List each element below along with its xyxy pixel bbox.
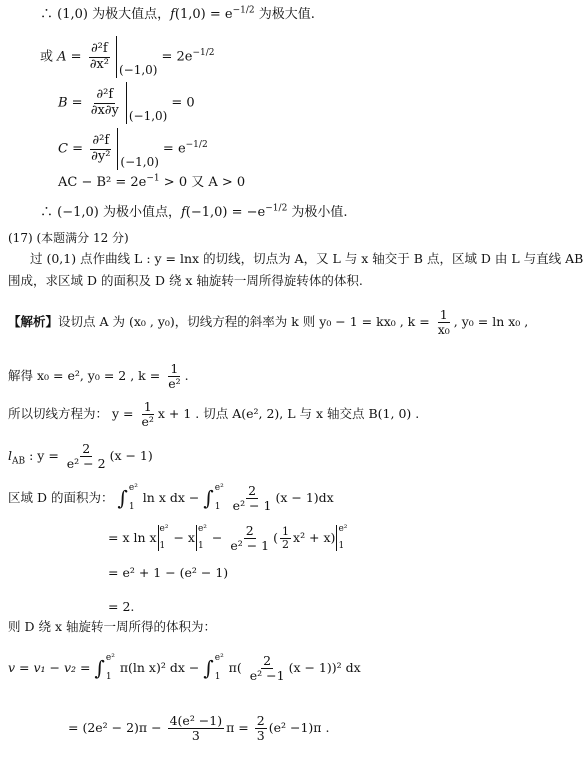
denominator: 2: [282, 537, 290, 551]
numerator: 2: [245, 523, 254, 538]
upper-bound: e²: [197, 524, 207, 535]
volume-line: [8, 654, 361, 683]
text: = 0: [171, 95, 195, 111]
lower-bound: 1: [214, 672, 221, 683]
fraction: [231, 484, 274, 513]
denominator: e² − 1: [232, 497, 272, 513]
text: (e² −1)π .: [268, 719, 330, 735]
line-1: [40, 5, 315, 23]
solution-line-3: [8, 400, 419, 429]
solution-tag: 【解析】: [8, 313, 59, 329]
lower-bound: 1: [105, 672, 112, 683]
lower-bound: 1: [128, 502, 135, 513]
text: (x − 1))² dx: [288, 659, 361, 675]
lower-bound: 1: [338, 541, 345, 552]
denominator: e² −1: [249, 667, 285, 683]
area-result: = 2.: [108, 599, 135, 614]
fraction: [89, 134, 112, 164]
solution-line-1: [8, 308, 528, 337]
text: : y =: [25, 447, 59, 463]
denominator: e² − 2: [66, 455, 106, 471]
text: ln x dx −: [138, 489, 204, 505]
text: x + 1 . 切点 A(e², 2), L 与 x 轴交点 B(1, 0) .: [157, 405, 420, 421]
fraction: [139, 400, 155, 429]
text: 设切点 A 为 (x₀ , y₀)，切线方程的斜率为 k 则 y₀ − 1 = kx₀ , k =: [58, 313, 430, 329]
text: = x ln x: [108, 529, 157, 545]
eval-bounds: [158, 525, 169, 551]
text: −: [207, 529, 227, 545]
eval-bar: [116, 36, 117, 78]
text: , y₀ = ln x₀ ,: [453, 313, 529, 329]
fraction: [168, 714, 225, 743]
text: v = v₁ − v₂ =: [8, 659, 91, 675]
text: − x: [169, 529, 195, 545]
text: π =: [226, 719, 249, 735]
text: AC − B² = 2e: [58, 175, 147, 190]
area-line: [8, 484, 334, 513]
text: f: [180, 205, 186, 220]
line-A: [40, 36, 215, 78]
subscript: AB: [12, 456, 26, 467]
exponent: −1/2: [232, 5, 255, 16]
text: C =: [58, 141, 83, 157]
eval-bounds: [336, 525, 347, 551]
text: (x − 1)dx: [275, 489, 334, 505]
problem-header: (17) (本题满分 12 分): [8, 231, 129, 245]
denominator: x₀: [437, 321, 450, 337]
line-5: [58, 173, 246, 191]
text: = e: [162, 141, 186, 157]
text: l: [8, 447, 12, 463]
text: (x − 1): [109, 447, 153, 463]
fraction: [89, 88, 121, 118]
numerator: 2: [263, 653, 272, 668]
text: 为极大值.: [254, 7, 315, 22]
fraction: [255, 714, 267, 743]
numerator: 1: [439, 307, 448, 322]
text: .: [184, 367, 189, 383]
line-6: [40, 203, 348, 221]
exponent: −1/2: [265, 203, 288, 214]
integral-bounds: [215, 484, 224, 512]
numerator: 1: [282, 524, 290, 538]
text: π(: [224, 659, 242, 675]
exponent: −1/2: [185, 140, 208, 151]
integral-sign: ∫: [203, 485, 214, 510]
solution-line-2: [8, 362, 189, 391]
integral-bounds: [129, 484, 138, 512]
upper-bound: e²: [338, 524, 348, 535]
fraction: [248, 654, 287, 683]
text: B =: [58, 95, 83, 111]
line-C: [58, 128, 208, 170]
text: (−1,0) = −e: [185, 205, 266, 220]
volume-result: [68, 714, 329, 743]
integral-sign: ∫: [94, 655, 105, 680]
exponent: −1: [146, 173, 160, 184]
numerator: 2: [248, 483, 257, 498]
fraction: [65, 442, 108, 471]
fraction: [166, 362, 182, 391]
text: π(ln x)² dx −: [115, 659, 204, 675]
numerator: 1: [143, 399, 152, 414]
text: 所以切线方程为： y =: [8, 405, 134, 421]
upper-bound: e²: [214, 483, 224, 494]
text: A =: [57, 49, 82, 65]
denominator: ∂x²: [89, 56, 109, 72]
text: 区域 D 的面积为：: [8, 489, 114, 505]
upper-bound: e²: [105, 653, 115, 664]
lower-bound: 1: [197, 541, 204, 552]
eval-bar: [117, 128, 118, 170]
upper-bound: e²: [159, 524, 169, 535]
eval-bar: [126, 82, 127, 124]
upper-bound: e²: [214, 653, 224, 664]
text: x² + x): [293, 529, 336, 545]
text: (: [273, 529, 279, 545]
text: ∴ (1,0) 为极大值点，: [40, 7, 171, 22]
numerator: ∂²f: [92, 133, 110, 149]
text: ∴ (−1,0) 为极小值点，: [40, 205, 181, 220]
eval-bounds: [196, 525, 207, 551]
integral-sign: ∫: [117, 485, 128, 510]
exponent: −1/2: [192, 48, 215, 59]
numerator: 1: [170, 361, 179, 376]
numerator: 2: [82, 441, 91, 456]
numerator: ∂²f: [90, 41, 108, 57]
integral-bounds: [215, 654, 224, 682]
text: 或: [40, 49, 58, 65]
integral-bounds: [106, 654, 115, 682]
upper-bound: e²: [128, 483, 138, 494]
eval-point: (−1,0): [118, 63, 158, 78]
text: (1,0) = e: [174, 7, 233, 22]
eval-point: (−1,0): [128, 109, 168, 124]
area-step-3: = e² + 1 − (e² − 1): [108, 565, 229, 580]
fraction: [228, 524, 271, 553]
lower-bound: 1: [159, 541, 166, 552]
fraction: [436, 308, 452, 337]
text: 解得 x₀ = e², y₀ = 2 , k =: [8, 367, 161, 383]
line-lab: [8, 442, 153, 471]
denominator: 3: [256, 727, 265, 743]
problem-text-2: 围成，求区域 D 的面积及 D 绕 x 轴旋转一周所得旋转体的体积.: [8, 273, 363, 288]
text: 为极小值.: [287, 205, 348, 220]
area-step-2: [108, 524, 348, 553]
numerator: 2: [256, 713, 265, 728]
lower-bound: 1: [214, 502, 221, 513]
text: = 2e: [161, 49, 193, 65]
integral-sign: ∫: [203, 655, 214, 680]
numerator: ∂²f: [96, 87, 114, 103]
denominator: ∂x∂y: [90, 102, 119, 118]
text: > 0 又 A > 0: [159, 175, 246, 190]
problem-text-1: 过 (0,1) 点作曲线 L : y = lnx 的切线，切点为 A，又 L 与 x 轴交于 B 点，区域 D 由 L 与直线 AB: [30, 251, 584, 266]
denominator: e² − 1: [230, 537, 270, 553]
fraction: [88, 42, 111, 72]
denominator: ∂y²: [91, 148, 111, 164]
numerator: 4(e² −1): [169, 713, 223, 728]
denominator: e²: [168, 375, 181, 391]
volume-intro: 则 D 绕 x 轴旋转一周所得的体积为：: [8, 619, 216, 634]
line-B: [58, 82, 195, 124]
text: = (2e² − 2)π −: [68, 719, 162, 735]
denominator: e²: [141, 413, 154, 429]
fraction: [280, 526, 291, 551]
eval-point: (−1,0): [120, 155, 159, 170]
denominator: 3: [191, 727, 200, 743]
text: f: [170, 7, 175, 22]
